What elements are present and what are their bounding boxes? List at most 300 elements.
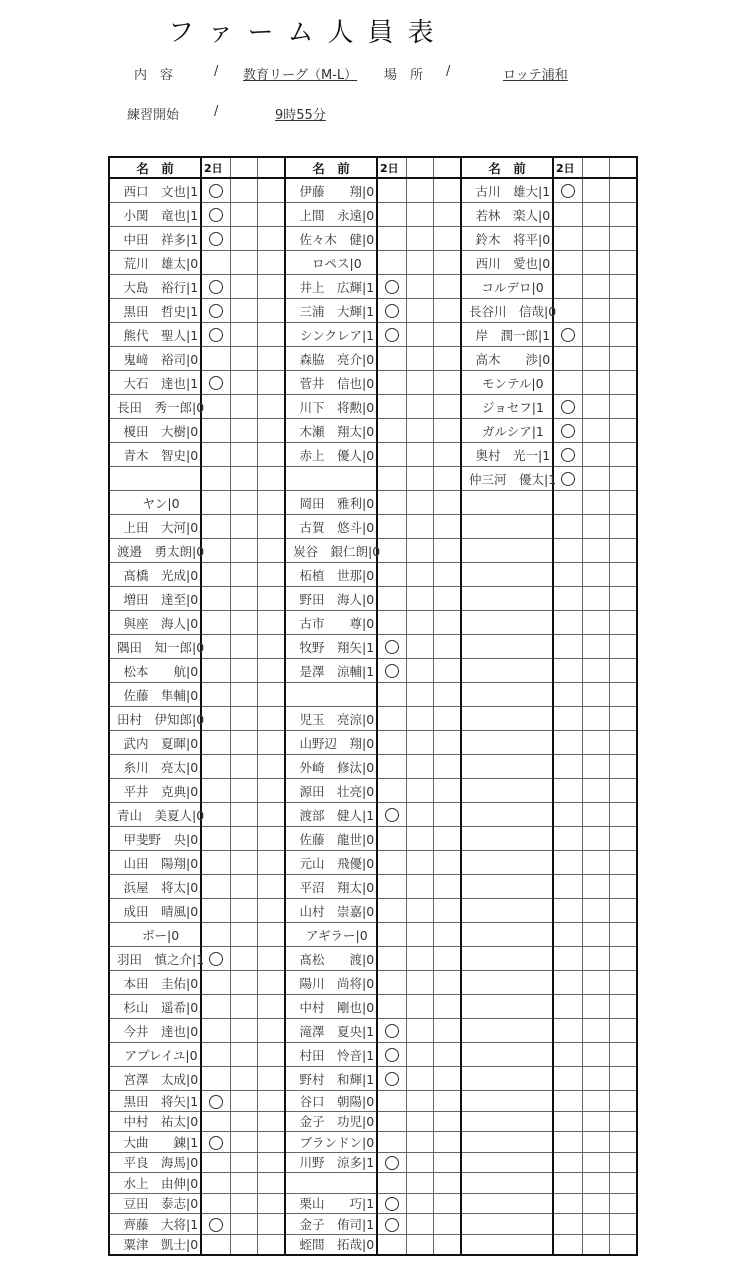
player-name-cell bbox=[109, 371, 201, 395]
attendance-cell bbox=[377, 995, 407, 1019]
attendance-cell bbox=[553, 611, 583, 635]
player-name: 上間 永遠|0 bbox=[299, 207, 375, 223]
player-name: 岸 潤一郎|1 bbox=[475, 327, 551, 343]
blank-cell bbox=[610, 923, 638, 947]
attendance-cell bbox=[553, 947, 583, 971]
player-name: 古市 尊|0 bbox=[299, 615, 375, 631]
blank-cell bbox=[610, 347, 638, 371]
table-row bbox=[109, 275, 637, 299]
blank-cell bbox=[231, 299, 258, 323]
player-name: 外崎 修汰|0 bbox=[299, 759, 375, 775]
attendance-cell bbox=[201, 803, 231, 827]
blank-cell bbox=[258, 323, 286, 347]
circle-mark-icon bbox=[385, 328, 399, 342]
player-name-cell bbox=[461, 467, 557, 491]
player-name: 羽田 慎之介|1 bbox=[117, 951, 205, 967]
player-name-cell bbox=[109, 971, 201, 995]
blank-cell bbox=[434, 803, 462, 827]
start-value: 9時55分 bbox=[275, 108, 326, 123]
blank-cell bbox=[258, 1091, 286, 1112]
blank-cell bbox=[610, 779, 638, 803]
blank-cell bbox=[407, 1111, 434, 1132]
blank-cell bbox=[231, 563, 258, 587]
blank-cell bbox=[407, 515, 434, 539]
player-name-cell bbox=[461, 395, 553, 419]
blank-cell bbox=[258, 659, 286, 683]
circle-mark-icon bbox=[385, 664, 399, 678]
blank-cell bbox=[610, 587, 638, 611]
table-row bbox=[109, 827, 637, 851]
circle-mark-icon bbox=[209, 280, 223, 294]
attendance-cell bbox=[553, 323, 583, 347]
table-row bbox=[109, 947, 637, 971]
player-name-cell bbox=[285, 443, 377, 467]
blank-cell bbox=[434, 251, 462, 275]
circle-mark-icon bbox=[561, 328, 575, 342]
player-name-cell bbox=[109, 1019, 201, 1043]
blank-cell bbox=[434, 515, 462, 539]
player-name-cell bbox=[285, 587, 377, 611]
blank-cell bbox=[610, 539, 638, 563]
attendance-cell bbox=[553, 251, 583, 275]
player-name-cell bbox=[461, 1193, 553, 1214]
blank-cell bbox=[583, 491, 610, 515]
player-name-cell bbox=[285, 635, 377, 659]
table-row bbox=[109, 755, 637, 779]
player-name: 炭谷 銀仁朗|0 bbox=[293, 543, 381, 559]
player-name-cell bbox=[285, 491, 377, 515]
player-name: ジョセフ|1 bbox=[482, 399, 544, 415]
blank-cell bbox=[258, 1132, 286, 1153]
blank-cell bbox=[583, 275, 610, 299]
player-name-cell bbox=[461, 587, 553, 611]
blank-cell bbox=[407, 371, 434, 395]
player-name: 木瀬 翔太|0 bbox=[299, 423, 375, 439]
player-name-cell bbox=[461, 1214, 553, 1235]
attendance-cell bbox=[553, 779, 583, 803]
player-name-cell bbox=[285, 1214, 377, 1235]
blank-cell bbox=[407, 899, 434, 923]
player-name-cell bbox=[461, 251, 553, 275]
player-name-cell bbox=[109, 803, 205, 827]
player-name-cell bbox=[461, 491, 553, 515]
attendance-cell bbox=[553, 683, 583, 707]
blank-cell bbox=[610, 611, 638, 635]
blank-cell bbox=[407, 731, 434, 755]
attendance-cell bbox=[553, 899, 583, 923]
blank-cell bbox=[610, 1067, 638, 1091]
blank-cell bbox=[231, 803, 258, 827]
player-name-cell bbox=[109, 1214, 201, 1235]
table-row bbox=[109, 1193, 637, 1214]
attendance-cell bbox=[377, 923, 407, 947]
blank-cell bbox=[610, 875, 638, 899]
player-name: 上田 大河|0 bbox=[123, 519, 199, 535]
player-name-cell bbox=[461, 299, 557, 323]
attendance-cell bbox=[201, 395, 231, 419]
player-name: 青山 美夏人|0 bbox=[117, 807, 205, 823]
attendance-cell bbox=[377, 947, 407, 971]
player-name: 武内 夏暉|0 bbox=[123, 735, 199, 751]
player-name-cell bbox=[109, 707, 205, 731]
attendance-cell bbox=[201, 683, 231, 707]
player-name-cell bbox=[109, 491, 201, 515]
player-name: 西口 文也|1 bbox=[123, 183, 199, 199]
player-name-cell bbox=[461, 347, 553, 371]
blank-cell bbox=[434, 1111, 462, 1132]
attendance-cell bbox=[553, 1193, 583, 1214]
player-name-cell bbox=[461, 731, 553, 755]
blank-header bbox=[610, 157, 638, 178]
blank-cell bbox=[610, 491, 638, 515]
attendance-cell bbox=[201, 347, 231, 371]
player-name: 長谷川 信哉|0 bbox=[469, 303, 557, 319]
blank-cell bbox=[434, 851, 462, 875]
attendance-cell bbox=[201, 299, 231, 323]
player-name-cell bbox=[285, 995, 377, 1019]
blank-cell bbox=[434, 1173, 462, 1194]
player-name: 古賀 悠斗|0 bbox=[299, 519, 375, 535]
attendance-cell bbox=[553, 299, 583, 323]
player-name: 佐々木 健|0 bbox=[299, 231, 375, 247]
player-name-cell bbox=[109, 899, 201, 923]
player-name-cell bbox=[109, 539, 205, 563]
player-name: 陽川 尚将|0 bbox=[299, 975, 375, 991]
blank-cell bbox=[583, 395, 610, 419]
blank-cell bbox=[258, 755, 286, 779]
player-name: 中村 祐太|0 bbox=[123, 1114, 199, 1130]
blank-cell bbox=[610, 419, 638, 443]
blank-cell bbox=[231, 995, 258, 1019]
attendance-cell bbox=[553, 635, 583, 659]
attendance-cell bbox=[201, 947, 231, 971]
table-row bbox=[109, 1234, 637, 1255]
attendance-cell bbox=[553, 275, 583, 299]
player-name: 松本 航|0 bbox=[123, 663, 199, 679]
player-name-cell bbox=[285, 827, 377, 851]
player-name: 金子 侑司|1 bbox=[299, 1216, 375, 1232]
blank-cell bbox=[610, 827, 638, 851]
blank-cell bbox=[407, 707, 434, 731]
player-name-cell bbox=[461, 659, 553, 683]
attendance-cell bbox=[553, 1111, 583, 1132]
attendance-cell bbox=[377, 1043, 407, 1067]
player-name: 柘植 世那|0 bbox=[299, 567, 375, 583]
blank-cell bbox=[583, 635, 610, 659]
blank-cell bbox=[258, 347, 286, 371]
player-name-cell bbox=[109, 875, 201, 899]
player-name-cell bbox=[109, 731, 201, 755]
blank-cell bbox=[610, 1043, 638, 1067]
player-name-cell bbox=[285, 1234, 377, 1255]
attendance-cell bbox=[553, 995, 583, 1019]
blank-cell bbox=[434, 203, 462, 227]
circle-mark-icon bbox=[561, 184, 575, 198]
player-name-cell bbox=[109, 755, 201, 779]
blank-cell bbox=[231, 178, 258, 203]
circle-mark-icon bbox=[385, 1048, 399, 1062]
player-name: 村田 怜音|1 bbox=[299, 1047, 375, 1063]
player-name-cell bbox=[285, 178, 377, 203]
blank-cell bbox=[231, 779, 258, 803]
blank-cell bbox=[583, 707, 610, 731]
blank-cell bbox=[231, 707, 258, 731]
attendance-cell bbox=[553, 395, 583, 419]
blank-cell bbox=[231, 731, 258, 755]
player-name-cell bbox=[285, 1193, 377, 1214]
blank-cell bbox=[258, 563, 286, 587]
blank-cell bbox=[583, 1152, 610, 1173]
blank-cell bbox=[434, 539, 462, 563]
player-name-cell bbox=[109, 827, 201, 851]
player-name-cell bbox=[109, 923, 201, 947]
player-name: 熊代 聖人|1 bbox=[123, 327, 199, 343]
player-name-cell bbox=[461, 779, 553, 803]
blank-cell bbox=[258, 1152, 286, 1173]
blank-cell bbox=[258, 899, 286, 923]
attendance-cell bbox=[201, 707, 231, 731]
place-value: ロッテ浦和 bbox=[503, 68, 568, 83]
player-name-cell bbox=[285, 803, 377, 827]
blank-cell bbox=[407, 491, 434, 515]
player-name: 豆田 泰志|0 bbox=[123, 1196, 199, 1212]
attendance-cell bbox=[553, 227, 583, 251]
blank-cell bbox=[610, 467, 638, 491]
blank-cell bbox=[258, 611, 286, 635]
blank-cell bbox=[434, 227, 462, 251]
attendance-cell bbox=[201, 995, 231, 1019]
circle-mark-icon bbox=[209, 328, 223, 342]
attendance-cell bbox=[377, 803, 407, 827]
blank-cell bbox=[231, 395, 258, 419]
attendance-cell bbox=[201, 1214, 231, 1235]
blank-cell bbox=[231, 275, 258, 299]
circle-mark-icon bbox=[561, 448, 575, 462]
blank-cell bbox=[434, 467, 462, 491]
player-name: 古川 雄大|1 bbox=[475, 183, 551, 199]
player-name: 渡部 健人|1 bbox=[299, 807, 375, 823]
player-name: 仲三河 優太|1 bbox=[469, 471, 557, 487]
blank-cell bbox=[407, 683, 434, 707]
player-name: 佐藤 隼輔|0 bbox=[123, 687, 199, 703]
attendance-cell bbox=[553, 203, 583, 227]
player-name-cell bbox=[109, 275, 201, 299]
blank-cell bbox=[258, 251, 286, 275]
player-name-cell bbox=[285, 875, 377, 899]
player-name: 大曲 錬|1 bbox=[123, 1134, 199, 1150]
attendance-cell bbox=[553, 491, 583, 515]
player-name-cell bbox=[461, 707, 553, 731]
player-name: モンテル|0 bbox=[482, 375, 544, 391]
blank-cell bbox=[231, 1173, 258, 1194]
content-label: 内 容 bbox=[134, 68, 174, 83]
blank-cell bbox=[258, 443, 286, 467]
attendance-cell bbox=[377, 731, 407, 755]
blank-cell bbox=[583, 1173, 610, 1194]
circle-mark-icon bbox=[385, 808, 399, 822]
blank-cell bbox=[407, 227, 434, 251]
blank-cell bbox=[231, 899, 258, 923]
attendance-cell bbox=[201, 635, 231, 659]
blank-cell bbox=[258, 995, 286, 1019]
attendance-cell bbox=[377, 1152, 407, 1173]
player-name: ヤン|0 bbox=[142, 495, 180, 511]
attendance-cell bbox=[377, 347, 407, 371]
player-name: ガルシア|1 bbox=[482, 423, 544, 439]
blank-cell bbox=[434, 923, 462, 947]
player-name-cell bbox=[285, 779, 377, 803]
blank-cell bbox=[583, 1043, 610, 1067]
blank-cell bbox=[231, 947, 258, 971]
player-name-cell bbox=[285, 1019, 377, 1043]
blank-cell bbox=[610, 731, 638, 755]
player-name: 野田 海人|0 bbox=[299, 591, 375, 607]
attendance-cell bbox=[377, 587, 407, 611]
player-name-cell bbox=[461, 1043, 553, 1067]
blank-cell bbox=[231, 1214, 258, 1235]
blank-cell bbox=[258, 587, 286, 611]
player-name: 隅田 知一郎|0 bbox=[117, 639, 205, 655]
blank-cell bbox=[407, 539, 434, 563]
player-name: 赤上 優人|0 bbox=[299, 447, 375, 463]
separator: / bbox=[214, 104, 219, 119]
blank-cell bbox=[231, 587, 258, 611]
blank-header bbox=[407, 157, 434, 178]
attendance-cell bbox=[553, 1173, 583, 1194]
blank-cell bbox=[258, 491, 286, 515]
blank-cell bbox=[407, 251, 434, 275]
player-name: 是澤 涼輔|1 bbox=[299, 663, 375, 679]
player-name: 榎田 大樹|0 bbox=[123, 423, 199, 439]
attendance-cell bbox=[201, 851, 231, 875]
player-name: 奥村 光一|1 bbox=[475, 447, 551, 463]
blank-cell bbox=[583, 251, 610, 275]
player-name-cell bbox=[461, 1234, 553, 1255]
player-name: 若林 楽人|0 bbox=[475, 207, 551, 223]
player-name: 平良 海馬|0 bbox=[123, 1155, 199, 1171]
blank-cell bbox=[407, 875, 434, 899]
blank-cell bbox=[231, 323, 258, 347]
player-name: 齊藤 大将|1 bbox=[123, 1216, 199, 1232]
player-name: 山村 崇嘉|0 bbox=[299, 903, 375, 919]
blank-cell bbox=[434, 371, 462, 395]
blank-cell bbox=[407, 995, 434, 1019]
attendance-cell bbox=[201, 611, 231, 635]
blank-cell bbox=[231, 203, 258, 227]
attendance-cell bbox=[377, 899, 407, 923]
blank-cell bbox=[610, 851, 638, 875]
blank-cell bbox=[231, 755, 258, 779]
blank-cell bbox=[434, 1152, 462, 1173]
player-name: 伊藤 翔|0 bbox=[299, 183, 375, 199]
attendance-cell bbox=[201, 1091, 231, 1112]
player-name: 佐藤 龍世|0 bbox=[299, 831, 375, 847]
attendance-cell bbox=[377, 251, 407, 275]
attendance-cell bbox=[553, 1152, 583, 1173]
player-name-cell bbox=[285, 347, 377, 371]
player-name: 小関 竜也|1 bbox=[123, 207, 199, 223]
player-name: 水上 由伸|0 bbox=[123, 1175, 199, 1191]
blank-cell bbox=[231, 491, 258, 515]
player-name-cell bbox=[461, 1132, 553, 1153]
player-name: 中村 剛也|0 bbox=[299, 999, 375, 1015]
blank-cell bbox=[258, 1067, 286, 1091]
player-name-cell bbox=[285, 1067, 377, 1091]
blank-cell bbox=[231, 227, 258, 251]
attendance-cell bbox=[553, 755, 583, 779]
circle-mark-icon bbox=[209, 208, 223, 222]
player-name-cell bbox=[461, 611, 553, 635]
attendance-cell bbox=[201, 323, 231, 347]
attendance-cell bbox=[553, 707, 583, 731]
blank-cell bbox=[610, 899, 638, 923]
blank-cell bbox=[434, 1214, 462, 1235]
player-name: 鬼﨑 裕司|0 bbox=[123, 351, 199, 367]
blank-cell bbox=[231, 971, 258, 995]
player-name: 與座 海人|0 bbox=[123, 615, 199, 631]
blank-cell bbox=[231, 1193, 258, 1214]
player-name: 菅井 信也|0 bbox=[299, 375, 375, 391]
player-name-cell bbox=[285, 1091, 377, 1112]
player-name-cell bbox=[285, 371, 377, 395]
table-row bbox=[109, 875, 637, 899]
player-name: 滝澤 夏央|1 bbox=[299, 1023, 375, 1039]
blank-cell bbox=[583, 1111, 610, 1132]
player-name: 蛭間 拓哉|0 bbox=[299, 1237, 375, 1253]
blank-cell bbox=[583, 203, 610, 227]
blank-cell bbox=[583, 875, 610, 899]
attendance-cell bbox=[553, 178, 583, 203]
blank-cell bbox=[407, 275, 434, 299]
player-name-cell bbox=[285, 731, 377, 755]
player-name: アプレイユ|0 bbox=[124, 1047, 198, 1063]
player-name: アギラー|0 bbox=[306, 927, 368, 943]
player-name: 髙橋 光成|0 bbox=[123, 567, 199, 583]
attendance-cell bbox=[553, 923, 583, 947]
player-name-cell bbox=[109, 659, 201, 683]
attendance-cell bbox=[553, 419, 583, 443]
player-name-cell bbox=[109, 1132, 201, 1153]
attendance-cell bbox=[553, 731, 583, 755]
attendance-cell bbox=[553, 1067, 583, 1091]
blank-cell bbox=[434, 683, 462, 707]
blank-cell bbox=[258, 731, 286, 755]
blank-cell bbox=[407, 947, 434, 971]
table-row bbox=[109, 1091, 637, 1112]
blank-cell bbox=[610, 1214, 638, 1235]
player-name-cell bbox=[285, 755, 377, 779]
blank-cell bbox=[583, 1234, 610, 1255]
circle-mark-icon bbox=[385, 1197, 399, 1211]
player-name: 髙松 渡|0 bbox=[299, 951, 375, 967]
attendance-cell bbox=[201, 779, 231, 803]
separator: / bbox=[214, 64, 219, 79]
player-name-cell bbox=[109, 1193, 201, 1214]
blank-cell bbox=[407, 467, 434, 491]
attendance-cell bbox=[553, 875, 583, 899]
attendance-cell bbox=[553, 1132, 583, 1153]
player-name: 鈴木 将平|0 bbox=[475, 231, 551, 247]
player-name-cell bbox=[285, 707, 377, 731]
attendance-cell bbox=[201, 875, 231, 899]
blank-cell bbox=[583, 587, 610, 611]
player-name: 山野辺 翔|0 bbox=[299, 735, 375, 751]
attendance-cell bbox=[201, 827, 231, 851]
blank-cell bbox=[610, 323, 638, 347]
circle-mark-icon bbox=[209, 1136, 223, 1150]
attendance-cell bbox=[377, 395, 407, 419]
blank-cell bbox=[434, 635, 462, 659]
